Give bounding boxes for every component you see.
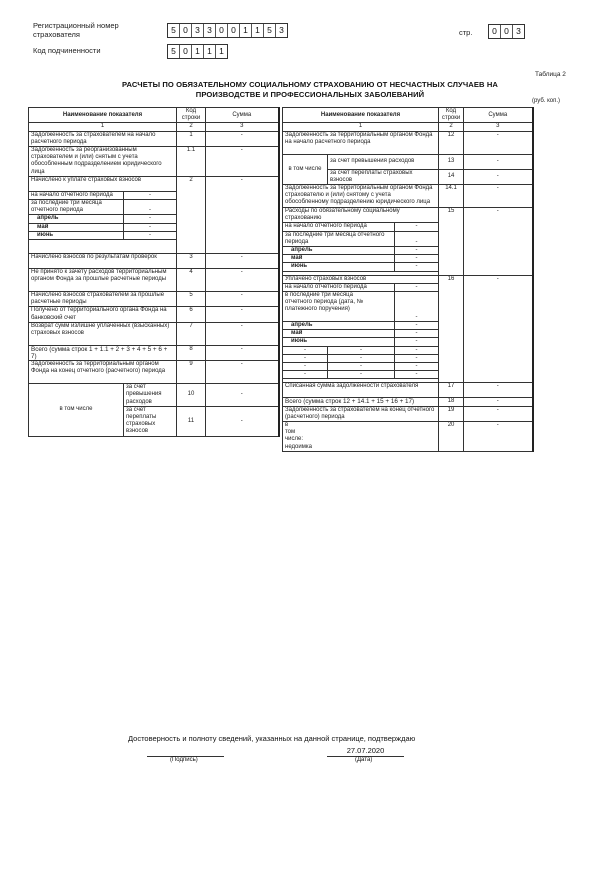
row-name: за счет переплаты страховых взносов (328, 169, 439, 184)
sub-row-value[interactable]: - (395, 330, 439, 338)
row-name: в том числе: недоимка (283, 422, 439, 452)
sub-row-value[interactable]: - (395, 255, 439, 263)
digit-cell: 0 (489, 25, 501, 38)
page-title (40, 80, 580, 100)
col-num: 1 (283, 123, 439, 131)
signature-label: (Подпись) (170, 757, 198, 763)
month-june: июнь (29, 231, 124, 239)
row-sum[interactable]: - (464, 131, 533, 154)
sub-row-value[interactable]: - (124, 223, 177, 231)
row-code: 9 (177, 361, 206, 384)
col-header-code: Код строки (177, 108, 206, 123)
sub-row-name: за последние три месяца отчетного периода (29, 200, 124, 215)
col-num: 2 (177, 123, 206, 131)
row-code: 14 (439, 169, 464, 184)
date-field[interactable]: 27.07.2020 (327, 746, 404, 757)
row-code: 14.1 (439, 185, 464, 208)
col-header-name: Наименование показателя (283, 108, 439, 123)
payment-date[interactable]: - (283, 371, 328, 379)
page-number-field (488, 24, 525, 39)
col-num: 3 (464, 123, 533, 131)
digit-cell: 3 (279, 25, 284, 35)
reg-label-line2: страхователя (33, 30, 80, 39)
row-sum[interactable]: - (206, 322, 279, 345)
sub-row-value[interactable]: - (395, 338, 439, 346)
row-name: за счет превышения расходов (124, 384, 177, 407)
row-name: Уплачено страховых взносов (283, 275, 439, 283)
row-sum[interactable]: - (464, 208, 533, 276)
month-june: июнь (283, 338, 395, 346)
payment-amount[interactable]: - (395, 371, 439, 379)
row-name: Не принято к зачету расходов территориальным органом Фонда за прошлые расчетные периоды (29, 269, 177, 292)
sub-row-value[interactable]: - (395, 292, 439, 322)
col-header-sum: Сумма (464, 108, 533, 123)
row-sum[interactable]: - (206, 384, 279, 407)
payment-order[interactable]: - (328, 354, 395, 362)
digit-cell: 1 (252, 24, 264, 37)
right-table (282, 107, 534, 452)
payment-amount[interactable]: - (395, 346, 439, 354)
sub-row-name: в последние три месяца отчетного периода (дата, № платежного поручения) (283, 292, 395, 322)
row-sum[interactable]: - (206, 131, 279, 146)
digit-cell: 0 (501, 25, 513, 38)
row-code: 1 (177, 131, 206, 146)
units-label: (руб. коп.) (532, 98, 561, 104)
row-code: 11 (177, 406, 206, 436)
row-code: 3 (177, 254, 206, 269)
row-sum[interactable]: - (206, 292, 279, 307)
sub-row-name: на начало отчетного периода (29, 191, 124, 199)
payment-date[interactable]: - (283, 346, 328, 354)
sub-row-name: на начало отчетного периода (283, 223, 395, 231)
payment-order[interactable]: - (328, 363, 395, 371)
sub-row-value[interactable]: - (395, 231, 439, 246)
payment-order[interactable]: - (328, 371, 395, 379)
row-sum[interactable]: - (464, 406, 533, 421)
month-april: апрель (29, 215, 124, 223)
digit-cell: 0 (180, 45, 192, 58)
col-num: 2 (439, 123, 464, 131)
sub-row-value[interactable]: - (395, 322, 439, 330)
row-sum[interactable]: - (464, 154, 533, 169)
row-code: 2 (177, 176, 206, 253)
table-label: Таблица 2 (535, 71, 566, 78)
row-name: за счет превышения расходов (328, 154, 439, 169)
digit-cell: 3 (516, 26, 521, 36)
row-sum[interactable]: - (464, 383, 533, 398)
row-code: 16 (439, 275, 464, 383)
sub-row-value[interactable]: - (124, 231, 177, 239)
digit-cell: 3 (204, 24, 216, 37)
row-name: Задолженность за реорганизованным страхователем и (или) снятым с учета обособленным подразделением юридического лица (29, 147, 177, 177)
col-num: 3 (206, 123, 279, 131)
row-name: Всего (сумма строк 12 + 14.1 + 15 + 16 + 17) (283, 398, 439, 406)
row-sum[interactable]: - (206, 361, 279, 384)
col-num: 1 (29, 123, 177, 131)
row-sum[interactable]: - (464, 398, 533, 406)
payment-amount[interactable]: - (395, 363, 439, 371)
row-code: 19 (439, 406, 464, 421)
confirmation-text: Достоверность и полноту сведений, указанных на данной странице, подтверждаю (128, 734, 416, 743)
digit-cell: 1 (192, 45, 204, 58)
row-sum[interactable]: - (206, 406, 279, 436)
title-line1: РАСЧЕТЫ ПО ОБЯЗАТЕЛЬНОМУ СОЦИАЛЬНОМУ СТРАХОВАНИЮ ОТ НЕСЧАСТНЫХ СЛУЧАЕВ НА (121, 80, 498, 89)
row-code: 12 (439, 131, 464, 154)
digit-cell: 3 (192, 24, 204, 37)
payment-date[interactable]: - (283, 354, 328, 362)
digit-cell: 1 (219, 46, 224, 56)
row-name: Всего (сумма строк 1 + 1.1 + 2 + 3 + 4 + 5 + 6 + 7) (29, 345, 177, 360)
sub-code-field (167, 44, 228, 59)
reg-number-label (33, 21, 119, 39)
sub-row-value[interactable]: - (395, 247, 439, 255)
row-name: Задолженность за территориальным органом Фонда на начало расчетного периода (283, 131, 439, 154)
row-name: Получено от территориального органа Фонда на банковский счет (29, 307, 177, 322)
row-name: Начислено к уплате страховых взносов (29, 176, 177, 191)
title-line2: ПРОИЗВОДСТВЕ И ПРОФЕССИОНАЛЬНЫХ ЗАБОЛЕВАНИЙ (195, 90, 425, 99)
row-code: 5 (177, 292, 206, 307)
row-code: 1.1 (177, 147, 206, 177)
page-label: стр. (459, 28, 473, 37)
row-code: 20 (439, 422, 464, 452)
row-sum[interactable]: - (206, 254, 279, 269)
row-sum[interactable]: - (206, 307, 279, 322)
row-code: 6 (177, 307, 206, 322)
month-april: апрель (283, 247, 395, 255)
month-april: апрель (283, 322, 395, 330)
row-sum[interactable]: - (464, 275, 533, 383)
row-code: 15 (439, 208, 464, 276)
digit-cell: 5 (264, 24, 276, 37)
row-name: Задолженность за территориальным органом Фонда страхователю и (или) снятому с учета обособленному подразделению юридического лица (283, 185, 439, 208)
digit-cell: 1 (204, 45, 216, 58)
row-sum[interactable]: - (206, 176, 279, 253)
sub-row-name: на начало отчетного периода (283, 283, 395, 291)
sub-row-value[interactable]: - (395, 263, 439, 271)
row-name: Начислено взносов страхователем за прошлые расчетные периоды (29, 292, 177, 307)
row-name: Расходы по обязательному социальному страхованию (283, 208, 439, 223)
row-code: 4 (177, 269, 206, 292)
payment-date[interactable]: - (283, 363, 328, 371)
row-name: Задолженность за страхователем на начало расчетного периода (29, 131, 177, 146)
digit-cell: 0 (228, 24, 240, 37)
row-code: 8 (177, 345, 206, 360)
month-may: май (29, 223, 124, 231)
row-name: Начислено взносов по результатам проверок (29, 254, 177, 269)
payment-order[interactable]: - (328, 346, 395, 354)
row-sum[interactable]: - (464, 422, 533, 452)
digit-cell: 5 (168, 24, 180, 37)
row-code: 18 (439, 398, 464, 406)
including-label: в том числе (283, 154, 328, 184)
row-name: за счет переплаты страховых взносов (124, 406, 177, 436)
reg-number-field (167, 23, 288, 38)
left-table (28, 107, 280, 437)
sub-row-value[interactable]: - (124, 200, 177, 215)
row-name: Задолженность за страхователем на конец отчетного (расчетного) периода (283, 406, 439, 421)
row-code: 17 (439, 383, 464, 398)
month-may: май (283, 330, 395, 338)
sub-row-value[interactable]: - (124, 191, 177, 199)
digit-cell: 1 (240, 24, 252, 37)
sub-row-value[interactable]: - (395, 283, 439, 291)
payment-amount[interactable]: - (395, 354, 439, 362)
sub-row-value[interactable]: - (124, 215, 177, 223)
date-label: (Дата) (355, 757, 373, 763)
row-sum[interactable]: - (206, 269, 279, 292)
row-name: Списанная сумма задолженности страхователя (283, 383, 439, 398)
row-sum[interactable]: - (464, 185, 533, 208)
including-label: в том числе (29, 384, 124, 436)
digit-cell: 5 (168, 45, 180, 58)
row-code: 7 (177, 322, 206, 345)
reg-label-line1: Регистрационный номер (33, 21, 119, 30)
row-code: 10 (177, 384, 206, 407)
col-header-code: Код строки (439, 108, 464, 123)
row-sum[interactable]: - (206, 147, 279, 177)
sub-row-value[interactable]: - (395, 223, 439, 231)
digit-cell: 0 (180, 24, 192, 37)
sub-row-name: за последние три месяца отчетного периода (283, 231, 395, 246)
month-june: июнь (283, 263, 395, 271)
col-header-sum: Сумма (206, 108, 279, 123)
row-code: 13 (439, 154, 464, 169)
row-name: Задолженность за территориальным органом Фонда на конец отчетного (расчетного) периода (29, 361, 177, 384)
row-sum[interactable]: - (206, 345, 279, 360)
digit-cell: 0 (216, 24, 228, 37)
month-may: май (283, 255, 395, 263)
row-name: Возврат сумм излишне уплаченных (взысканных) страховых взносов (29, 322, 177, 345)
sub-code-label: Код подчиненности (33, 46, 101, 55)
row-sum[interactable]: - (464, 169, 533, 184)
col-header-name: Наименование показателя (29, 108, 177, 123)
